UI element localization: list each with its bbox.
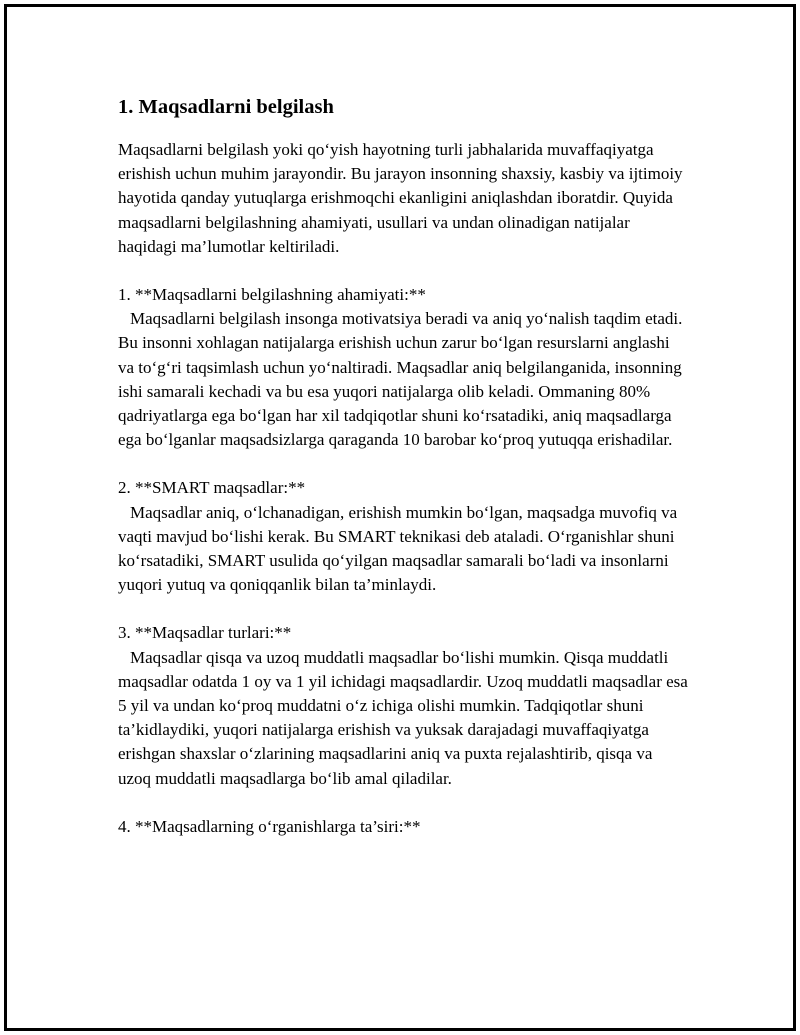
section-body: Maqsadlar qisqa va uzoq muddatli maqsadlar bo‘lishi mumkin. Qisqa muddatli maqsadlar odatda 1 oy va 1 yil ichidagi maqsadlardir. Uzoq muddatli maqsadlar esa 5 yil va undan ko‘proq muddatni o‘z ichiga olishi mumkin. Tadqiqotlar shuni ta’kidlaydiki, yuqori natijalarga erishish va yuksak darajadagi muvaffaqiyatga erishgan shaxslar o‘zlarining maqsadlarini aniq va puxta rejalashtirib, qisqa va uzoq muddatli maqsadlarga bo‘lib amal qiladilar.: [118, 647, 688, 788]
section-heading: 1. **Maqsadlarni belgilashning ahamiyati:**: [118, 285, 426, 305]
section-heading: 4. **Maqsadlarning o‘rganishlarga ta’siri:**: [118, 816, 421, 836]
section-influence: [118, 815, 688, 839]
document-content: [118, 94, 688, 863]
section-importance: [118, 283, 688, 452]
document-title: 1. Maqsadlarni belgilash: [118, 96, 334, 118]
section-heading: 2. **SMART maqsadlar:**: [118, 478, 306, 498]
section-body: Maqsadlarni belgilash insonga motivatsiya beradi va aniq yo‘nalish taqdim etadi. Bu insonni xohlagan natijalarga erishish uchun zarur bo‘lgan resurslarni anglashi va to‘g‘ri taqsimlash uchun yo‘naltiradi. Maqsadlar aniq belgilanganida, insonning ishi samarali kechadi va bu esa yuqori natijalarga olib keladi. Ommaning 80% qadriyatlarga ega bo‘lgan har xil tadqiqotlar shuni ko‘rsatadiki, aniq maqsadlarga ega bo‘lganlar maqsadsizlarga qaraganda 10 barobar ko‘proq yutuqqa erishadilar.: [118, 309, 683, 450]
intro-paragraph: Maqsadlarni belgilash yoki qo‘yish hayotning turli jabhalarida muvaffaqiyatga erishish uchun muhim jarayondir. Bu jarayon insonning shaxsiy, kasbiy va ijtimoiy hayotida qanday yutuqlarga erishmoqchi ekanligini aniqlashdan iboratdir. Quyida maqsadlarni belgilashning ahamiyati, usullari va undan olinadigan natijalar haqidagi ma’lumotlar keltiriladi.: [118, 140, 683, 256]
section-types: [118, 621, 688, 790]
section-body: Maqsadlar aniq, o‘lchanadigan, erishish mumkin bo‘lgan, maqsadga muvofiq va vaqti mavjud bo‘lishi kerak. Bu SMART teknikasi deb ataladi. O‘rganishlar shuni ko‘rsatadiki, SMART usulida qo‘yilgan maqsadlar samarali bo‘ladi va insonlarni yuqori yutuq va qoniqqanlik bilan ta’minlaydi.: [118, 502, 678, 595]
section-smart: [118, 476, 688, 597]
section-heading: 3. **Maqsadlar turlari:**: [118, 623, 292, 643]
